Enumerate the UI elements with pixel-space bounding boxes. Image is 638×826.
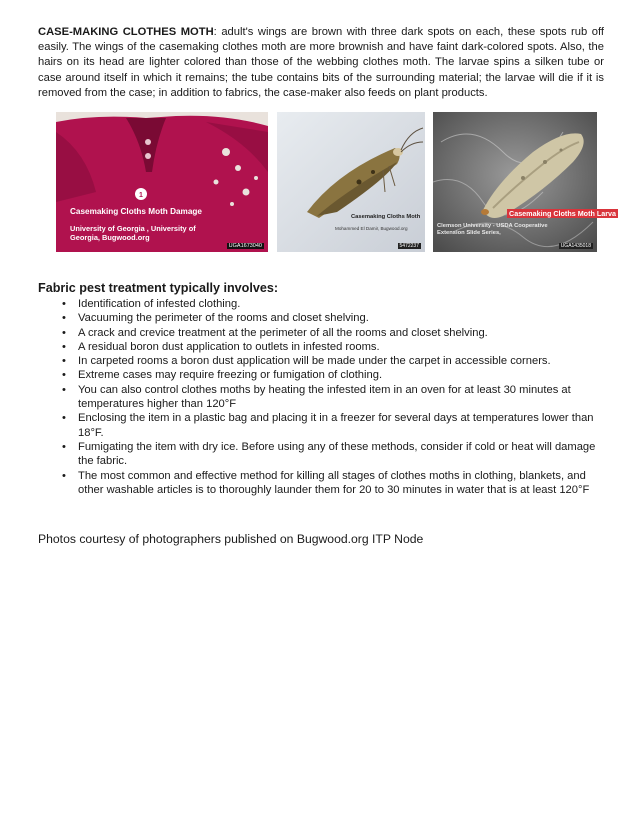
bullet-icon: •	[62, 383, 66, 396]
treatment-item-text: Fumigating the item with dry ice. Before using any of these methods, consider if cold or heat will damage the fabric.	[78, 440, 596, 468]
treatment-item-text: The most common and effective method for killing all stages of clothes moths in clothing, blankets, and other washable articles is to thoroughly launder them for 20 to 30 minutes in water that is at least 120°F	[78, 469, 590, 496]
photo-3-id: UGA1435018	[560, 243, 591, 249]
bullet-icon: •	[62, 355, 66, 368]
treatment-item-text: You can also control clothes moths by heating the infested item in an oven for at least 30 minutes at temperatures higher than 120°F	[78, 383, 571, 411]
bullet-icon: •	[62, 469, 66, 482]
photo-moth-damage	[56, 112, 268, 252]
treatment-item	[62, 354, 602, 368]
treatment-item-text: Enclosing the item in a plastic bag and placing it in a freezer for several days at temperatures lower than 18°F.	[78, 412, 594, 439]
treatment-item	[62, 440, 602, 469]
bullet-icon: •	[62, 440, 66, 453]
intro-body: : adult's wings are brown with three dark spots on each, these spots rub off easily. The wings of the casemaking clothes moth are more brownish and have faint dark-colored spots. Also, the hairs on its head are lighter colored than those of the webbing clothes moth. The larvae spins a silken tube or case around itself in which it remains; the tube contains bits of the surrounding material; the larvae will die if it is removed from the case; in addition to fabrics, the case-maker also feeds on plant products.	[38, 26, 604, 99]
photo-1-caption: Casemaking Cloths Moth Damage	[70, 207, 202, 216]
bullet-icon: •	[62, 369, 66, 382]
treatment-list	[62, 297, 602, 497]
photo-3-caption: Casemaking Cloths Moth Larva	[509, 209, 617, 218]
photo-2-credit: Mohammed El Damir, Bugwood.org	[335, 226, 408, 231]
bullet-icon: •	[62, 412, 66, 425]
treatment-item-text: In carpeted rooms a boron dust application will be made under the carpet in accessible corners.	[78, 355, 551, 368]
photo-1-id: UGA1673040	[228, 243, 262, 249]
treatment-item	[62, 368, 602, 382]
photo-moth-larva	[433, 112, 617, 252]
treatment-item	[62, 297, 602, 311]
photo-credit-line: Photos courtesy of photographers published on Bugwood.org ITP Node	[38, 532, 424, 546]
adult-moth-image	[277, 112, 425, 252]
bullet-icon: •	[62, 298, 66, 310]
bullet-icon: •	[62, 312, 66, 325]
treatment-item-text: Extreme cases may require freezing or fumigation of clothing.	[78, 369, 383, 382]
treatment-item	[62, 469, 602, 498]
treatment-item	[62, 311, 602, 325]
treatment-item-text: A residual boron dust application to outlets in infested rooms.	[78, 340, 380, 353]
treatment-item-text: A crack and crevice treatment at the perimeter of all the rooms and closet shelving.	[78, 326, 488, 339]
photo-adult-moth	[277, 112, 425, 252]
photo-2-caption: Casemaking Cloths Moth	[351, 214, 421, 220]
treatment-item	[62, 340, 602, 354]
intro-title: CASE-MAKING CLOTHES MOTH	[38, 26, 214, 38]
intro-paragraph	[38, 25, 604, 101]
treatment-item	[62, 383, 602, 412]
treatment-heading: Fabric pest treatment typically involves:	[38, 281, 279, 295]
photo-1-credit: University of Georgia , University of Georgia, Bugwood.org	[70, 224, 196, 242]
treatment-item	[62, 411, 602, 440]
bullet-icon: •	[62, 340, 66, 353]
svg-text:1: 1	[139, 192, 143, 199]
photo-2-id: 5472237	[399, 243, 419, 249]
bullet-icon: •	[62, 326, 66, 339]
photo-3-credit: Clemson University - USDA Cooperative Extension Slide Series,	[437, 223, 548, 236]
treatment-item-text: Identification of infested clothing.	[78, 298, 241, 310]
treatment-item-text: Vacuuming the perimeter of the rooms and closet shelving.	[78, 312, 369, 325]
treatment-item	[62, 326, 602, 340]
